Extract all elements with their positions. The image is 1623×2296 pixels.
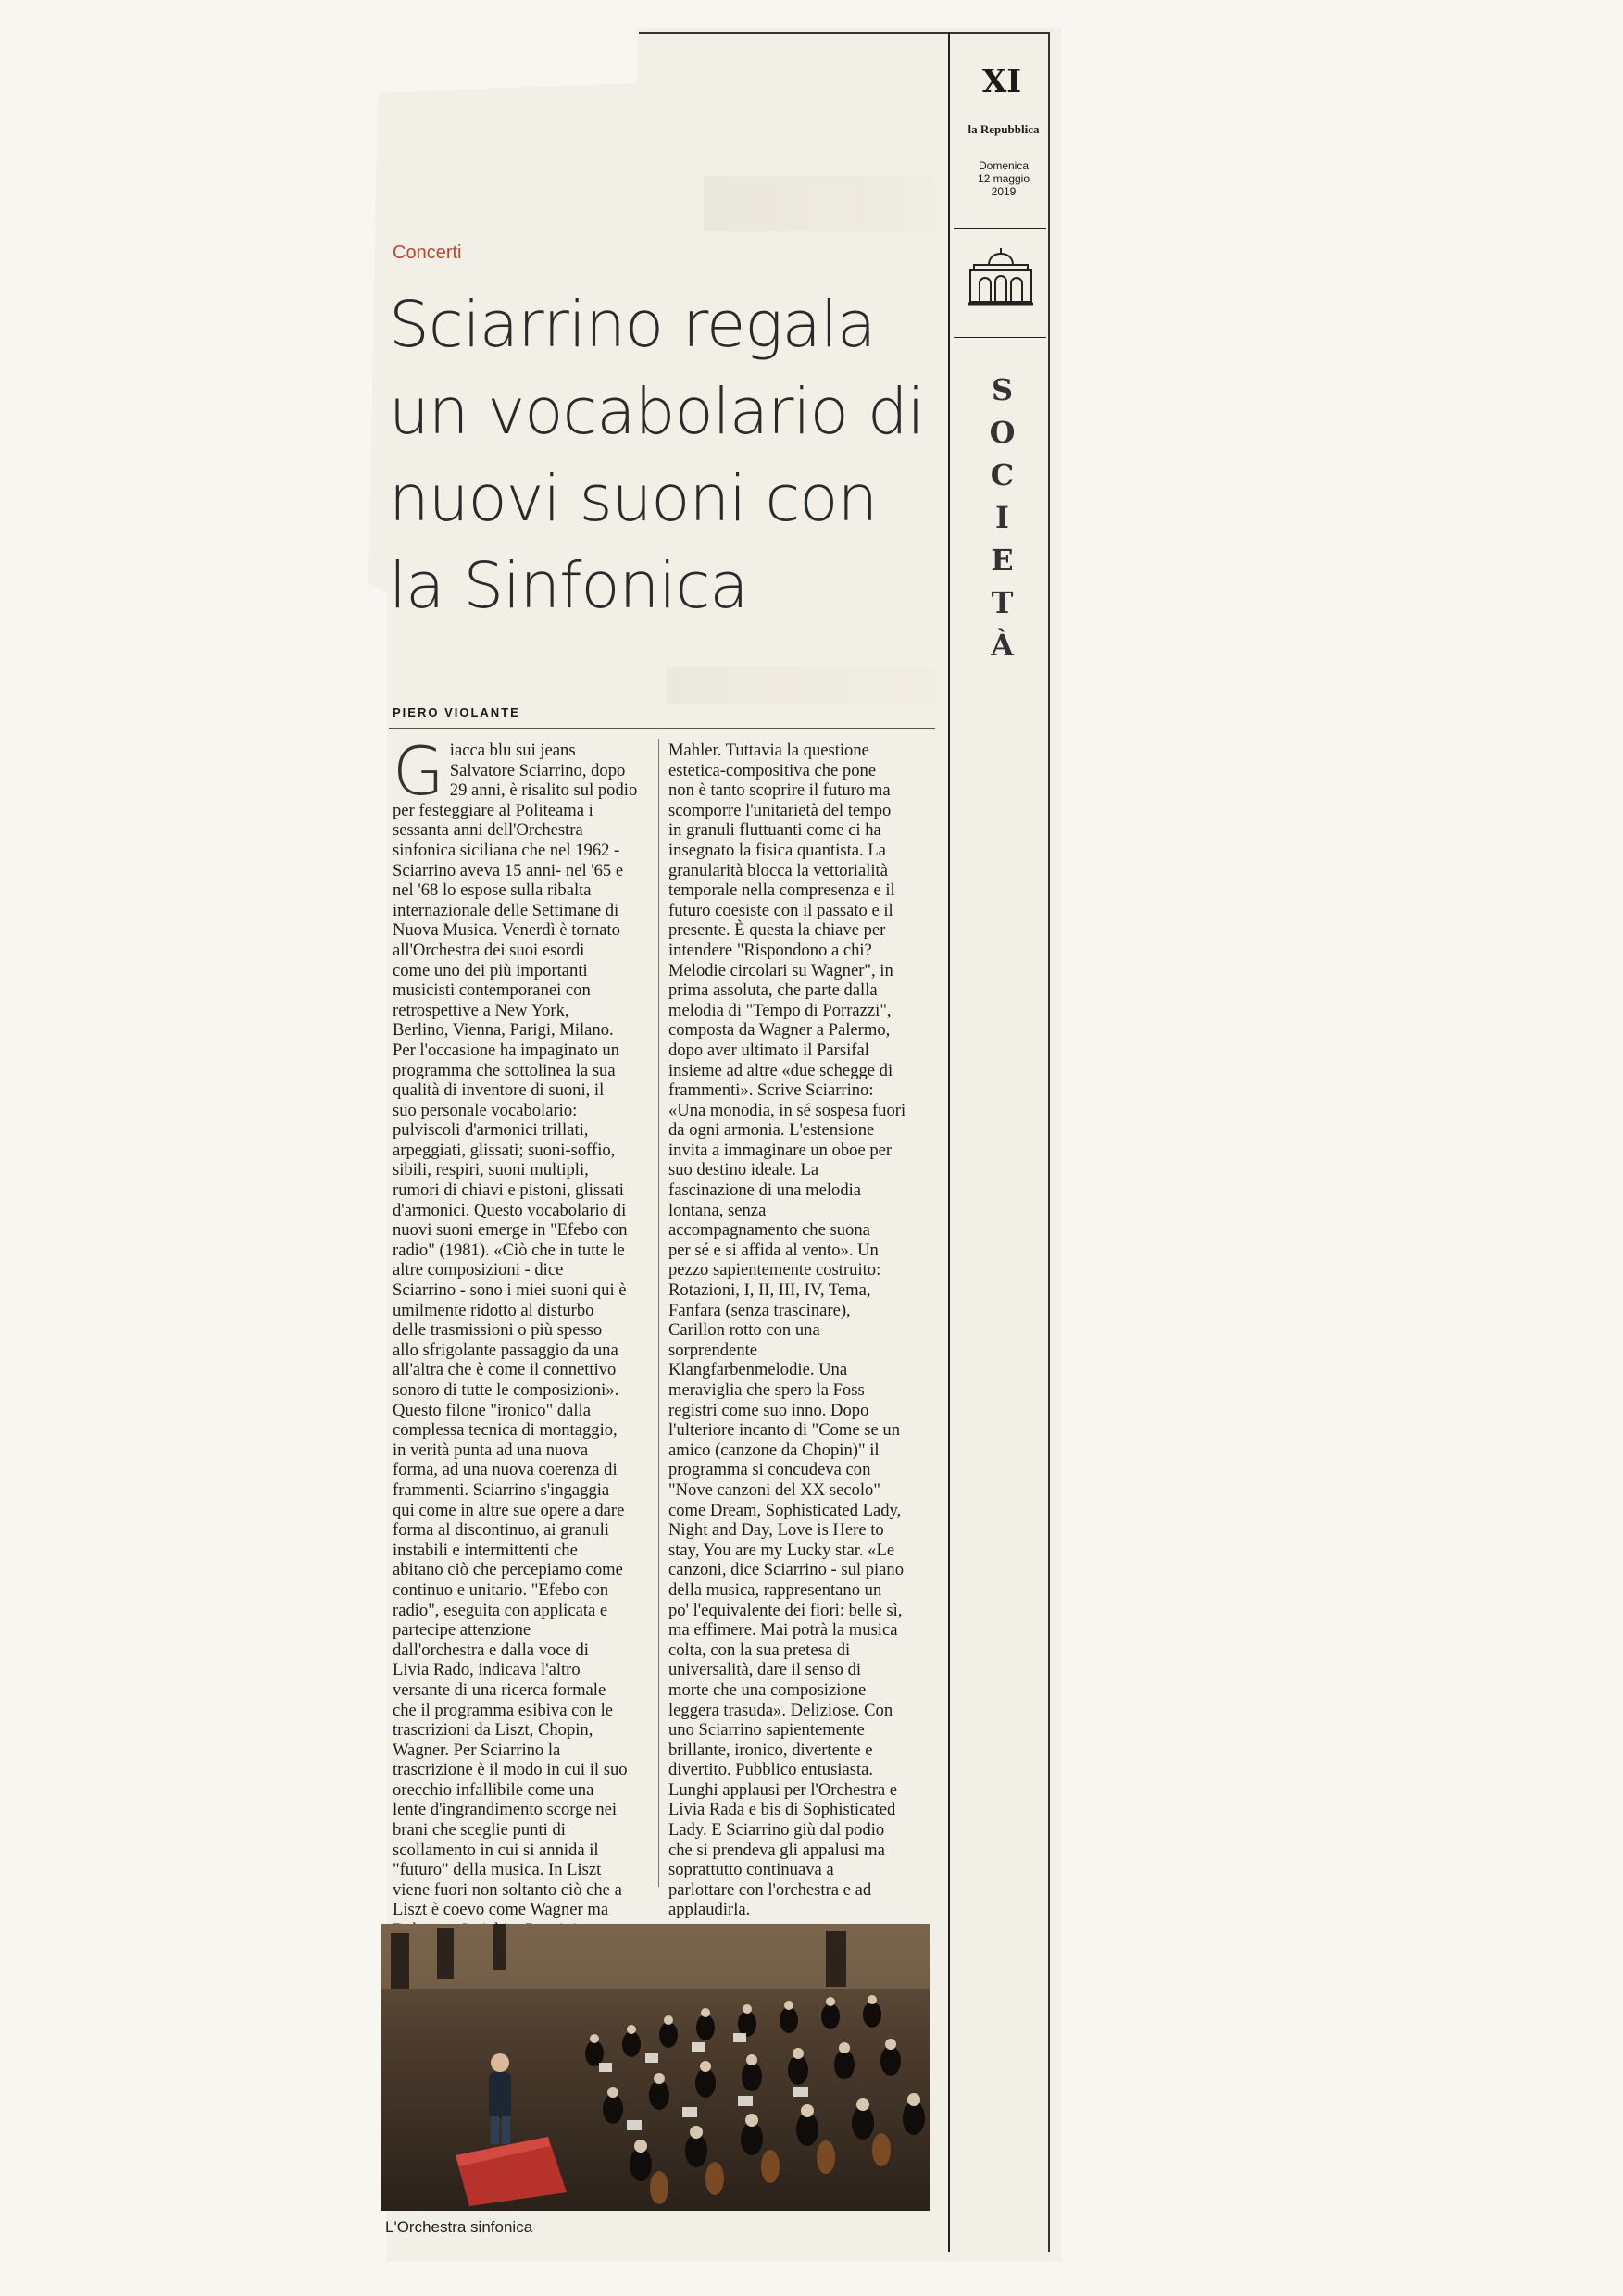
column-rule	[948, 32, 950, 2252]
orchestra-photo	[381, 1924, 930, 2211]
theatre-building-icon	[967, 248, 1035, 307]
article-column-1	[393, 732, 643, 1940]
kicker: Concerti	[393, 243, 462, 263]
section-letter: C	[990, 457, 1016, 493]
section-letter: S	[991, 372, 1015, 407]
drop-cap: G	[393, 732, 444, 810]
divider	[954, 228, 1046, 229]
date-day-month: 12 maggio	[977, 172, 1030, 185]
date-line	[959, 159, 1048, 198]
article-body-col2: Mahler. Tuttavia la questione estetica-compositiva che pone non è tanto scoprire il futuro ma scomporre l'unitarietà del tempo in granuli fluttuanti come ci ha insegnato la fisica quantista. La granularità blocca la vettorialità temporale nella compresenza e il futuro coesiste con il passato e il presente. È questa la chiave per intendere "Rispondono a chi? Melodie circolari su Wagner", in prima assoluta, che parte dalla melodia di "Tempo di Porrazzi", composta da Wagner a Palermo, dopo aver ultimato il Parsifal insieme ad altre «due schegge di frammenti». Scrive Sciarrino: «Una monodia, in sé sospesa fuori da ogni armonia. L'estensione invita a immaginare un oboe per suo destino ideale. La fascinazione di una melodia lontana, senza accompagnamento che suona per sé e si affida al vento». Un pezzo sapientemente costruito: Rotazioni, I, II, III, IV, Tema, Fanfara (senza trascinare), Carillon rotto con una sorprendente Klangfarbenmelodie. Una meraviglia che spero la Foss registri come suo inno. Dopo l'ulteriore incanto di "Come se un amico (canzone da Chopin)" il programma si concudeva con "Nove canzoni del XX secolo" come Dream, Sophisticated Lady, Night and Day, Love is Here to stay, You are my Lucky star. «Le canzoni, dice Sciarrino - sul piano della musica, rappresentano un po' l'equivalente dei fiori: belle sì, ma effimere. Mai potrà la musica colta, con la sua pretesa di universalità, dare il senso di morte che una composizione leggera trasuda». Deliziose. Con uno Sciarrino sapientemente brillante, ironico, divertente e divertito. Pubblico entusiasta. Lunghi applausi per l'Orchestra e Livia Rada e bis di Sophisticated Lady. E Sciarrino giù dal podio che si prendeva gli appalusi ma soprattutto continuava a parlottare con l'orchestra e ad applaudirla.	[668, 741, 906, 1920]
section-letter: I	[995, 500, 1010, 535]
article-body-col1: iacca blu sui jeans Salvatore Sciarrino, dopo 29 anni, è risalito sul podio per festeggiare al Politeama i sessanta anni dell'Orchestra sinfonica siciliana che nel 1962 - Sciarrino aveva 15 anni- nel '65 e nel '68 lo espose sulla ribalta internazionale delle Settimane di Nuova Musica. Venerdì è tornato all'Orchestra dei suoi esordi come uno dei più importanti musicisti contemporanei con retrospettive a New York, Berlino, Vienna, Parigi, Milano. Per l'occasione ha impaginato un programma che sottolinea la sua qualità di inventore di suoni, il suo personale vocabolario: pulviscoli d'armonici trillati, arpeggiati, glissati; suoni-soffio, sibili, respiri, suoni multipli, rumori di chiavi e pistoni, glissati d'armonici. Questo vocabolario di nuovi suoni emerge in "Efebo con radio" (1981). «Ciò che in tutte le altre composizioni - dice Sciarrino - sono i miei suoni qui è umilmente ridotto al disturbo delle trasmissioni o più spesso allo sfrigolante passaggio da una all'altra che è come il connettivo sonoro di tutte le composizioni». Questo filone "ironico" dalla complessa tecnica di montaggio, in verità punta ad una nuova forma, ad una nuova coerenza di frammenti. Sciarrino s'ingaggia qui come in altre sue opere a dare forma al discontinuo, ai granuli instabili e intermittenti che abitano ciò che percepiamo come continuo e unitario. "Efebo con radio", eseguita con applicata e partecipe attenzione dall'orchestra e dalla voce di Livia Rado, indicava l'altro versante di una ricerca formale che il programma esibiva con le trascrizioni da Liszt, Chopin, Wagner. Per Sciarrino la trascrizione è il modo in cui il suo orecchio infallibile come una lente d'ingrandimento scorge nei brani che sceglie punti di scollamento in cui si annida il "futuro" della musica. In Liszt viene fuori non soltanto ciò che a Liszt è coevo come Wagner ma	[393, 741, 638, 1920]
page-top-rule	[639, 32, 1050, 34]
masthead: la Repubblica	[968, 122, 1040, 136]
divider	[954, 337, 1046, 338]
headline: Sciarrino regala un vocabolario di nuovi suoni con la Sinfonica	[389, 288, 924, 623]
photo-caption: L'Orchestra sinfonica	[385, 2218, 533, 2236]
date-weekday: Domenica	[978, 159, 1030, 172]
bleed-through-shadow	[667, 667, 935, 704]
article-column-2	[668, 741, 918, 1946]
byline: PIERO VIOLANTE	[393, 705, 520, 719]
column-rule	[1048, 32, 1050, 2252]
section-letter: À	[991, 628, 1015, 663]
page-number: XI	[981, 63, 1022, 100]
bleed-through-shadow	[704, 176, 935, 231]
column-divider	[658, 739, 659, 1887]
byline-rule	[389, 728, 935, 729]
section-letter: E	[991, 543, 1015, 578]
date-year: 2019	[991, 185, 1017, 198]
section-letter: T	[991, 585, 1015, 620]
section-letter: O	[989, 415, 1017, 450]
section-label-societa	[970, 368, 1035, 667]
